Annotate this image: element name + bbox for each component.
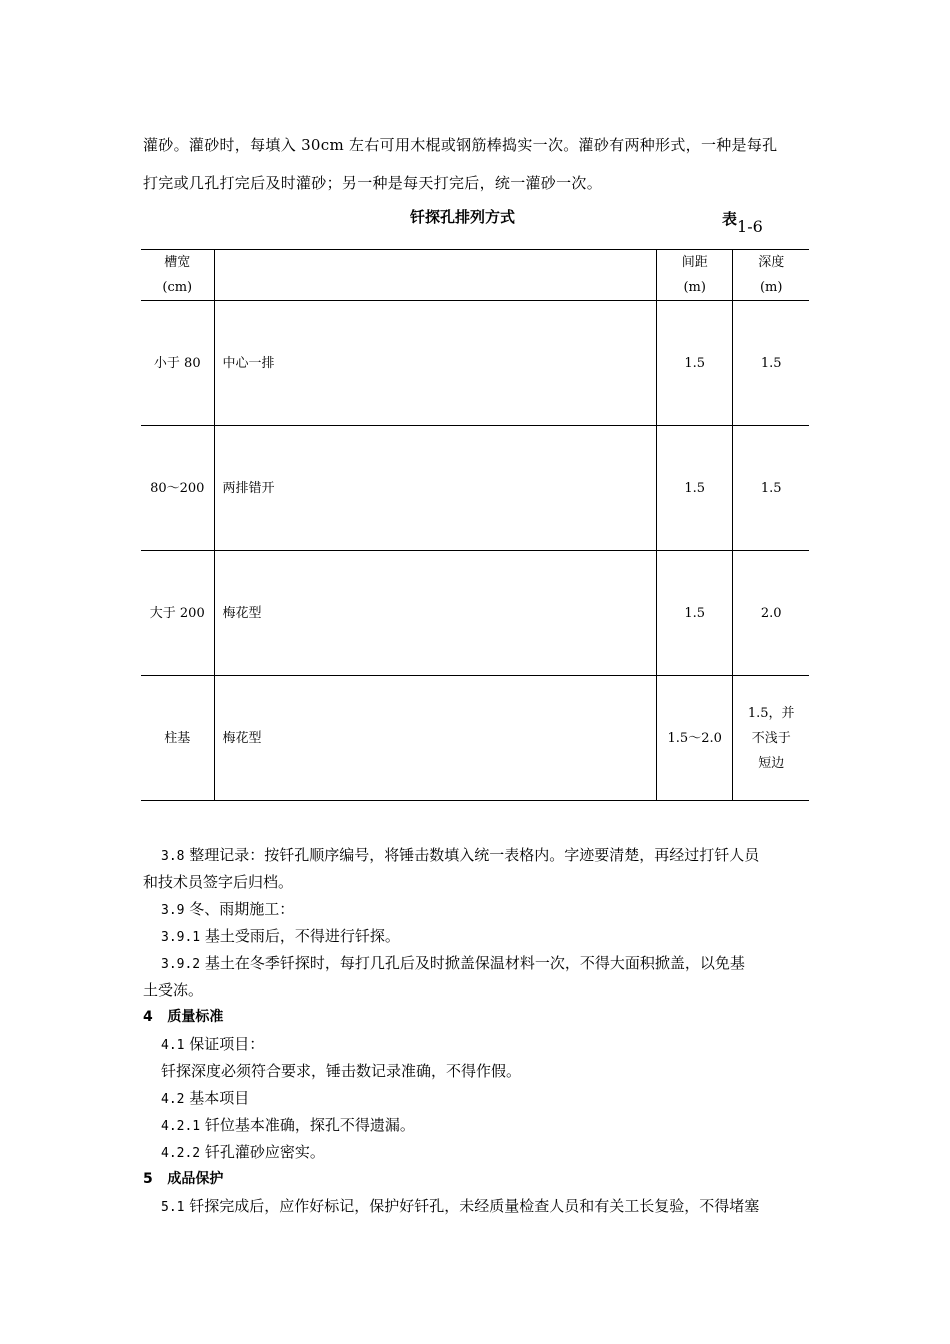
section-number: 3.8 [161, 849, 185, 864]
section-number: 3.9.1 [161, 930, 201, 945]
section-5-1 [161, 1195, 827, 1219]
heading-text: 成品保护 [167, 1171, 224, 1187]
section-number: 4.1 [161, 1038, 185, 1053]
intro-line-2: 打完或几孔打完后及时灌砂；另一种是每天打完后，统一灌砂一次。 [143, 174, 603, 192]
heading-number: 5 [143, 1171, 153, 1187]
section-4-1-text: 钎探深度必须符合要求，锤击数记录准确，不得作假。 [161, 1062, 522, 1080]
header-depth-unit: (m) [759, 280, 783, 295]
table-row [141, 551, 809, 676]
section-number: 4.2.2 [161, 1146, 201, 1161]
header-spacing [657, 250, 733, 301]
section-3-9-2-line-2: 土受冻。 [143, 981, 204, 999]
cell-arrangement: 中心一排 [214, 301, 656, 426]
section-text: 基土受雨后，不得进行钎探。 [204, 927, 400, 945]
table-caption: 钎探孔排列方式 [410, 208, 516, 226]
header-arrangement [214, 250, 656, 301]
table-row [141, 301, 809, 426]
section-3-9-2-line-1 [161, 952, 827, 976]
section-number: 4.2 [161, 1092, 185, 1107]
section-4-2 [161, 1087, 827, 1111]
cell-arrangement: 两排错开 [214, 426, 656, 551]
section-3-9 [161, 898, 827, 922]
section-number: 3.9 [161, 903, 185, 918]
header-spacing-label: 间距 [681, 255, 708, 270]
cell-spacing: 1.5 [657, 551, 733, 676]
heading-4 [143, 1006, 809, 1028]
header-width-unit: (cm) [162, 280, 193, 295]
table-number-prefix: 表 [722, 210, 738, 228]
section-text: 钎孔灌砂应密实。 [204, 1143, 325, 1161]
cell-width: 小于 80 [141, 301, 214, 426]
section-text: 钎探完成后，应作好标记，保护好钎孔，未经质量检查人员和有关工长复验，不得堵塞 [189, 1197, 760, 1215]
cell-spacing: 1.5～2.0 [657, 676, 733, 801]
section-text: 基本项目 [189, 1089, 250, 1107]
section-text: 保证项目： [189, 1035, 265, 1053]
heading-text: 质量标准 [167, 1009, 224, 1025]
section-text: 整理记录：按钎孔顺序编号，将锤击数填入统一表格内。字迹要清楚，再经过打钎人员 [189, 846, 760, 864]
heading-number: 4 [143, 1009, 153, 1025]
section-number: 3.9.2 [161, 957, 201, 972]
cell-depth [733, 676, 809, 801]
header-width-label: 槽宽 [164, 255, 191, 270]
drill-hole-table [141, 249, 809, 801]
section-4-2-2 [161, 1141, 827, 1165]
table-header-row [141, 250, 809, 301]
cell-depth: 1.5 [733, 426, 809, 551]
cell-spacing: 1.5 [657, 426, 733, 551]
heading-5 [143, 1168, 809, 1190]
section-3-8-line-1 [161, 844, 827, 868]
section-text: 基土在冬季钎探时，每打几孔后及时掀盖保温材料一次，不得大面积掀盖，以免基 [204, 954, 745, 972]
cell-width: 大于 200 [141, 551, 214, 676]
section-4-1 [161, 1033, 827, 1057]
cell-arrangement: 梅花型 [214, 676, 656, 801]
intro-line-1: 灌砂。灌砂时，每填入 30cm 左右可用木棍或钢筋棒捣实一次。灌砂有两种形式，一种是每孔 [143, 136, 778, 154]
cell-depth: 1.5 [733, 301, 809, 426]
cell-width: 80～200 [141, 426, 214, 551]
section-text: 钎位基本准确，探孔不得遗漏。 [204, 1116, 415, 1134]
header-depth [733, 250, 809, 301]
section-number: 4.2.1 [161, 1119, 201, 1134]
section-3-9-1 [161, 925, 827, 949]
cell-spacing: 1.5 [657, 301, 733, 426]
header-spacing-unit: (m) [683, 280, 706, 295]
table-number [722, 208, 763, 236]
section-number: 5.1 [161, 1200, 185, 1215]
table-row [141, 426, 809, 551]
section-text: 冬、雨期施工： [189, 900, 295, 918]
table-row [141, 676, 809, 801]
cell-width: 柱基 [141, 676, 214, 801]
table-number-value: 1-6 [737, 217, 763, 236]
header-width [141, 250, 214, 301]
cell-arrangement: 梅花型 [214, 551, 656, 676]
cell-depth-line: 短边 [758, 755, 785, 771]
cell-depth-line: 不浅于 [751, 730, 791, 746]
section-3-8-line-2: 和技术员签字后归档。 [143, 873, 294, 891]
section-4-2-1 [161, 1114, 827, 1138]
cell-depth-line: 1.5，并 [747, 705, 795, 721]
header-depth-label: 深度 [758, 255, 785, 270]
cell-depth: 2.0 [733, 551, 809, 676]
